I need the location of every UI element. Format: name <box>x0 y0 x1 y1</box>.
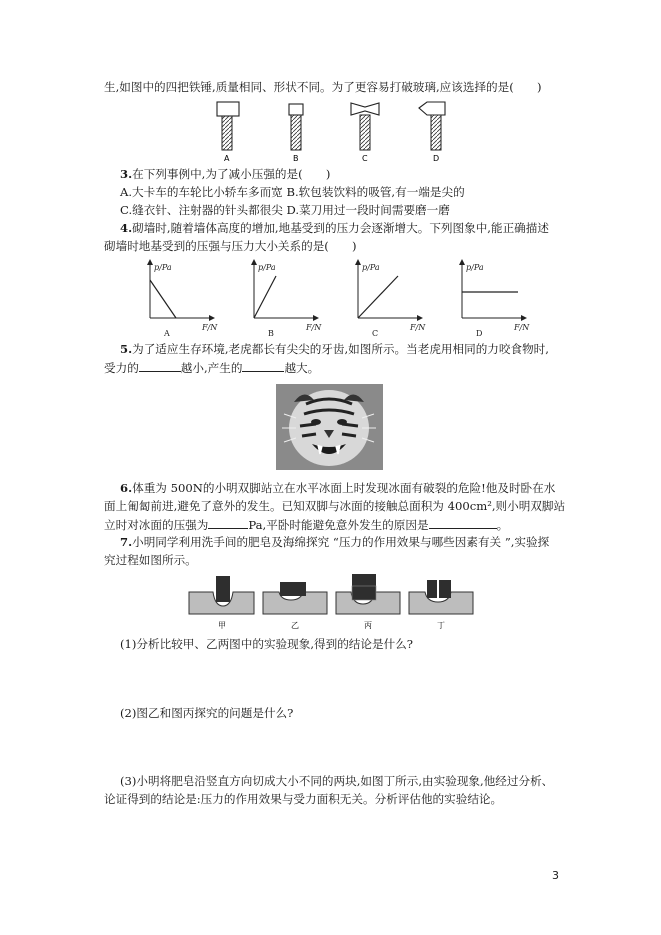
q6-stem-line2: 面上匍匐前进,避免了意外的发生。已知双脚与冰面的接触总面积为 400cm²,则小明双脚站 <box>104 499 566 513</box>
soap-sponge-figure <box>187 572 475 630</box>
q4-number: 4. <box>120 221 133 235</box>
graph-C-curve <box>358 276 398 318</box>
q3-stem <box>120 167 330 182</box>
q5-blank-1[interactable] <box>139 360 181 372</box>
hammer-label-a: A <box>224 154 230 163</box>
graph-C-label: C <box>372 329 379 338</box>
q7-sub3-line1: (3)小明将肥皂沿竖直方向切成大小不同的两块,如图丁所示,由实验现象,他经过分析、 <box>120 774 554 788</box>
graph-A-ylabel: p/Pa <box>154 263 172 272</box>
hammers-figure <box>205 100 455 164</box>
q5-text: 为了适应生存环境,老虎都长有尖尖的牙齿,如图所示。当老虎用相同的力咬食物时, <box>132 342 549 356</box>
graph-B-xlabel: F/N <box>306 323 322 332</box>
hammer-label-c: C <box>362 154 368 163</box>
q7-number: 7. <box>120 535 133 549</box>
graph-C-ylabel: p/Pa <box>362 263 380 272</box>
fig-label-jia: 甲 <box>218 621 226 630</box>
q3-options-ab: A.大卡车的车轮比小轿车多而宽 B.软包装饮料的吸管,有一端是尖的 <box>120 185 465 199</box>
q4-stem-line2: 砌墙时地基受到的压强与压力大小关系的是( ) <box>104 239 357 253</box>
q7-text-1: 小明同学利用洗手间的肥皂及海绵探究 “压力的作用效果与哪些因素有关 ”,实验探 <box>132 535 550 549</box>
hammer-c-icon <box>351 103 379 150</box>
graphs-group <box>150 262 530 338</box>
q5-blank-2[interactable] <box>242 360 284 372</box>
q6-stem-line3 <box>104 517 508 533</box>
graph-A-curve <box>150 280 176 318</box>
graph-D-xlabel: F/N <box>514 323 530 332</box>
q5-stem-line1 <box>120 342 549 357</box>
q3-options-cd: C.缝衣针、注射器的针头都很尖 D.菜刀用过一段时间需要磨一磨 <box>120 203 450 217</box>
pressure-force-graphs <box>138 258 530 338</box>
fig-label-yi: 乙 <box>291 621 299 630</box>
q6-part-a: 立时对冰面的压强为 <box>104 518 209 532</box>
fig-label-bing: 丙 <box>364 621 372 630</box>
q7-stem-line1 <box>120 535 549 550</box>
sponge-yi <box>263 582 327 614</box>
sponge-jia <box>189 576 254 614</box>
q5-number: 5. <box>120 342 133 356</box>
q7-sub1: (1)分析比较甲、乙两图中的实验现象,得到的结论是什么? <box>120 637 413 651</box>
graph-D-ylabel: p/Pa <box>466 263 484 272</box>
graph-C-xlabel: F/N <box>410 323 426 332</box>
q6-blank-2[interactable] <box>429 517 497 529</box>
q6-stem-line1 <box>120 481 555 496</box>
q4-stem-line1 <box>120 221 549 236</box>
page-number: 3 <box>552 869 559 882</box>
q6-number: 6. <box>120 481 133 495</box>
hammer-a-icon <box>217 102 239 150</box>
fig-label-ding: 丁 <box>437 621 445 630</box>
q5-part-c: 越大。 <box>284 361 320 375</box>
tiger-image <box>276 384 383 470</box>
hammer-label-d: D <box>433 154 440 163</box>
graph-B-curve <box>254 276 276 318</box>
q7-sub3-line2: 论证得到的结论是:压力的作用效果与受力面积无关。分析评估他的实验结论。 <box>104 792 503 806</box>
graph-A-xlabel: F/N <box>202 323 218 332</box>
q3-number: 3. <box>120 167 133 181</box>
hammer-label-b: B <box>293 154 299 163</box>
q6-text-1: 体重为 500N的小明双脚站立在水平冰面上时发现冰面有破裂的危险!他及时卧在水 <box>132 481 556 495</box>
sponge-bing <box>336 574 400 614</box>
q2-stem-line: 生,如图中的四把铁锤,质量相同、形状不同。为了更容易打破玻璃,应该选择的是( ) <box>104 80 542 94</box>
q7-sub2: (2)图乙和图丙探究的问题是什么? <box>120 706 294 720</box>
q6-part-c: 。 <box>496 518 509 532</box>
q5-part-a: 受力的 <box>104 361 139 375</box>
q5-stem-line2 <box>104 360 319 376</box>
graph-B-label: B <box>268 329 274 338</box>
q6-blank-1[interactable] <box>208 517 248 529</box>
sponge-ding <box>409 580 473 614</box>
graph-A-label: A <box>164 329 170 338</box>
hammer-d-icon <box>419 102 445 150</box>
q4-text: 砌墙时,随着墙体高度的增加,地基受到的压力会逐渐增大。下列图象中,能正确描述 <box>132 221 549 235</box>
q7-stem-line2: 究过程如图所示。 <box>104 553 197 567</box>
q3-text: 在下列事例中,为了减小压强的是( ) <box>132 167 331 181</box>
hammer-b-icon <box>289 104 303 150</box>
graph-B-ylabel: p/Pa <box>258 263 276 272</box>
q5-part-b: 越小,产生的 <box>180 361 243 375</box>
graph-D-label: D <box>476 329 483 338</box>
q6-part-b: Pa,平卧时能避免意外发生的原因是 <box>248 518 429 532</box>
